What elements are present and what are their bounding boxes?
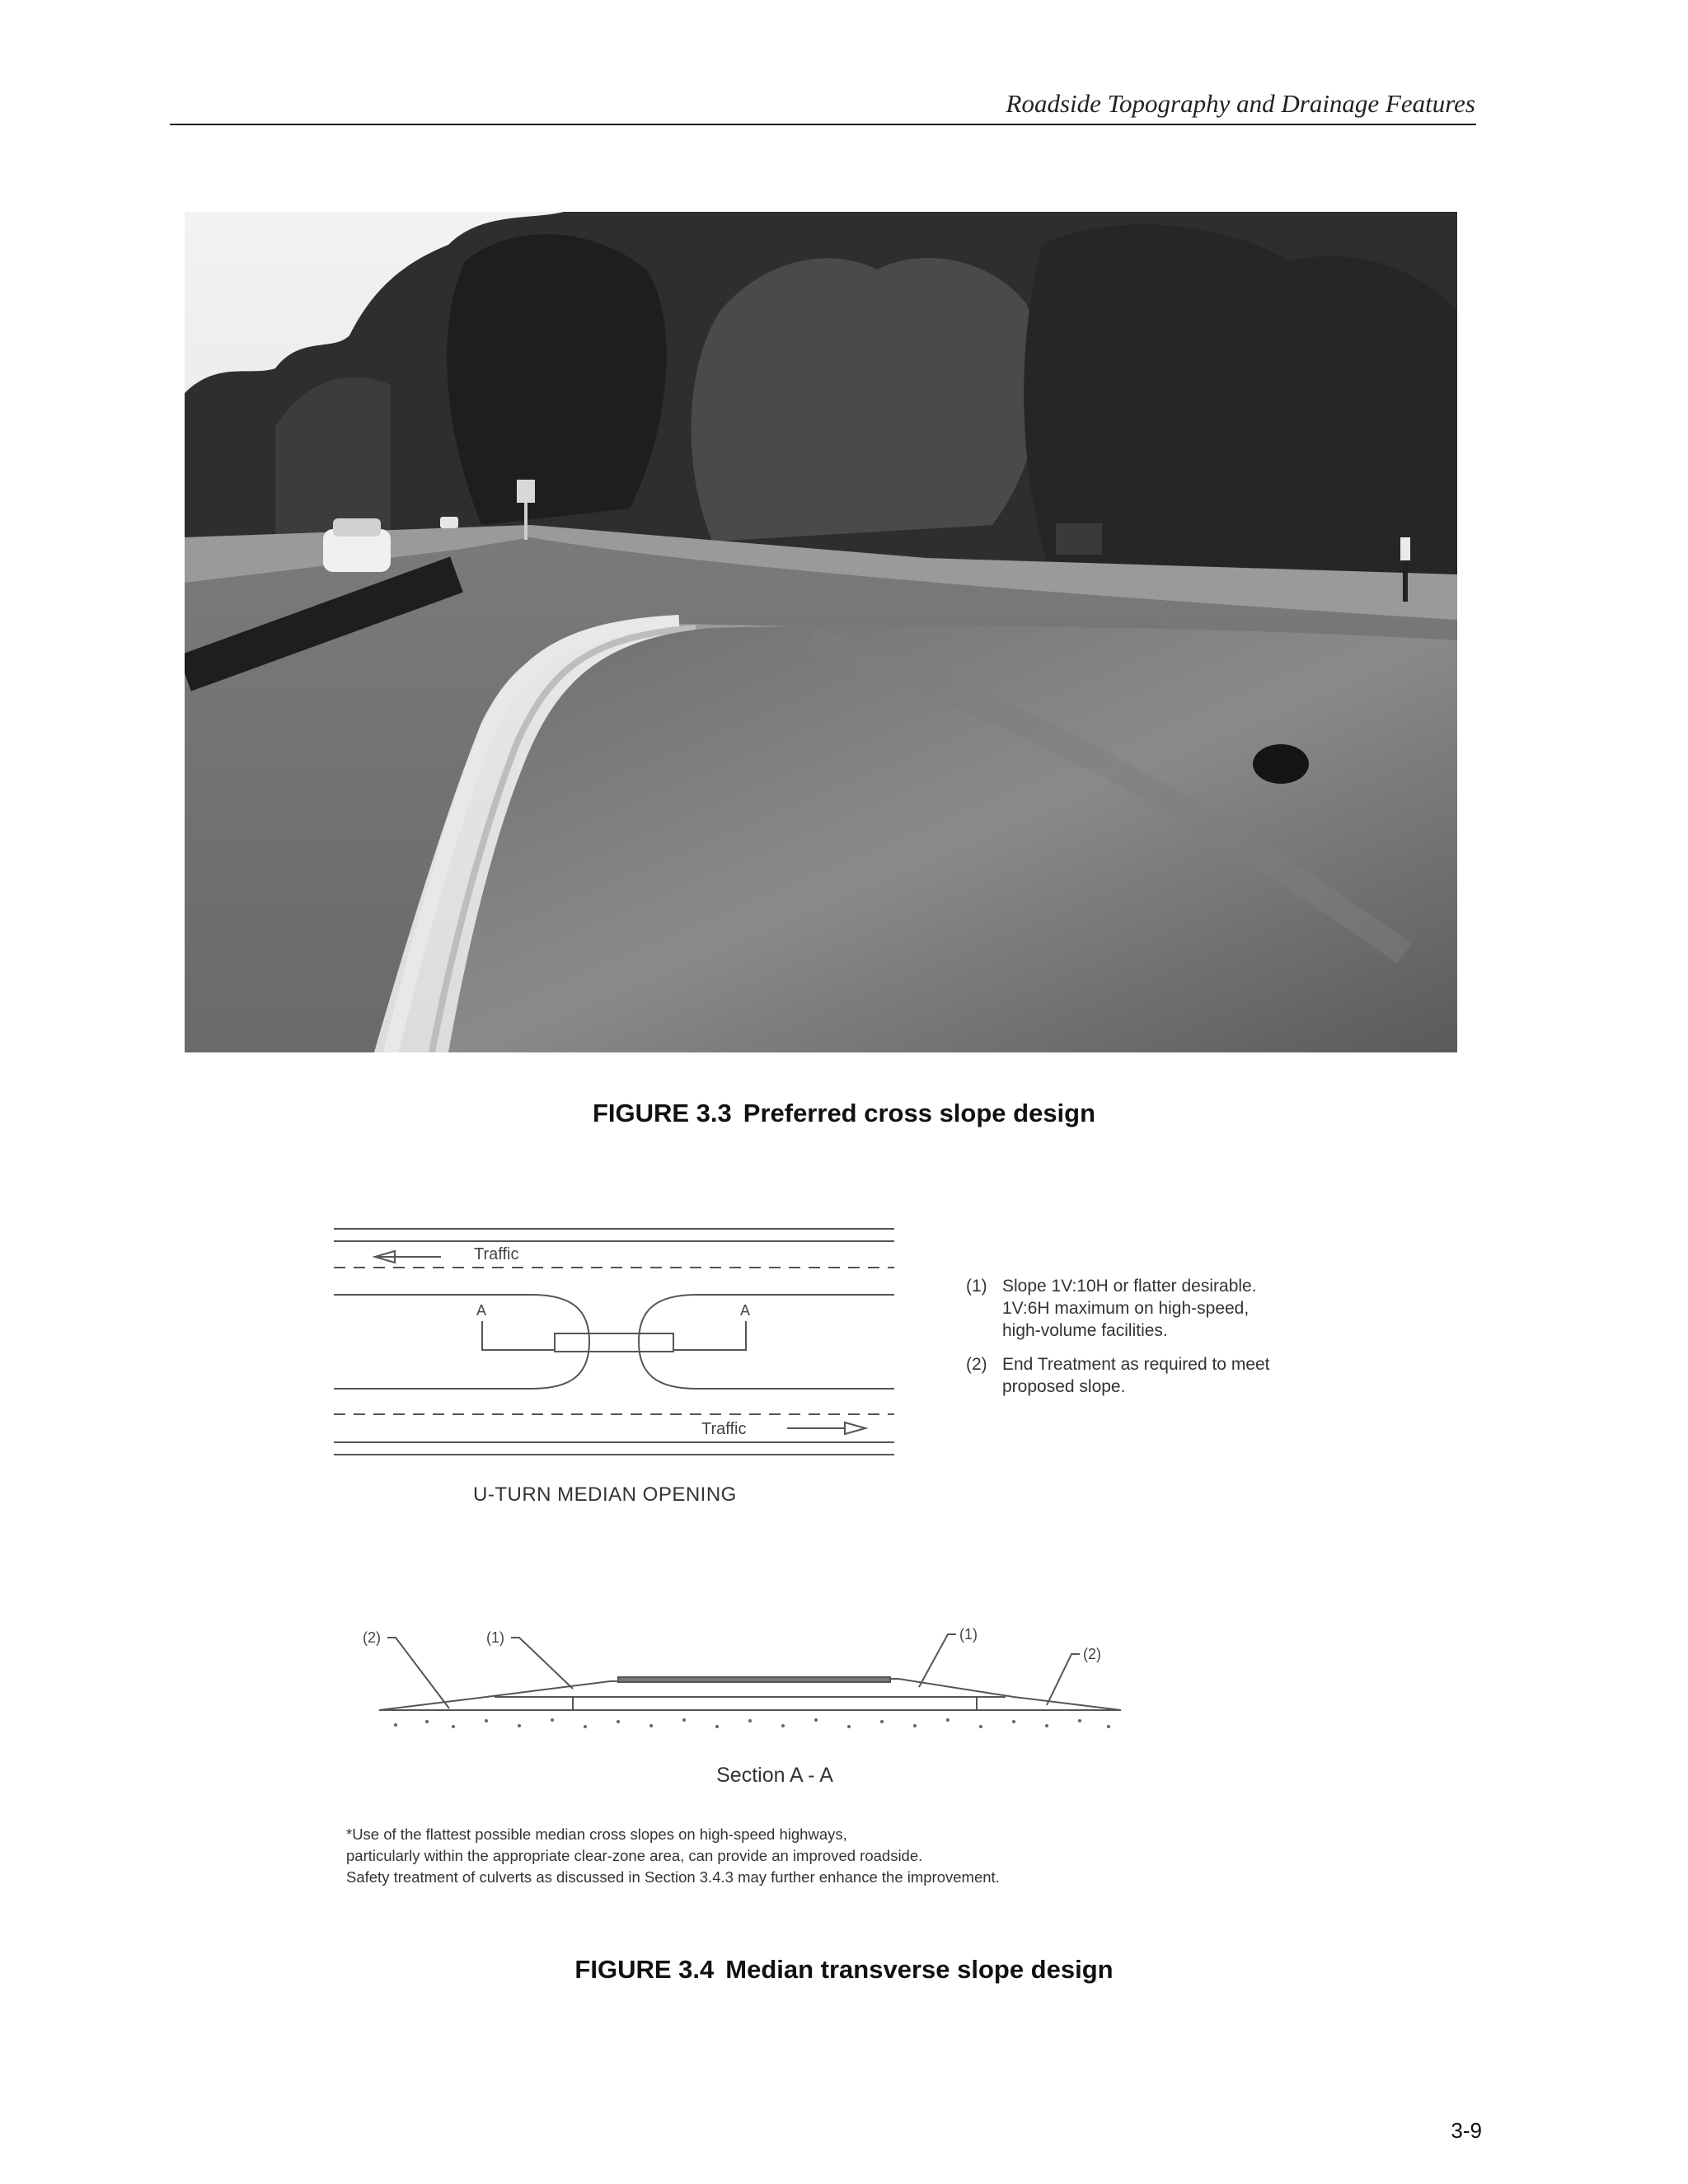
- section-a-a-title: Section A - A: [716, 1764, 833, 1787]
- note-1-line-2: 1V:6H maximum on high-speed,: [1002, 1299, 1250, 1318]
- figure-3-3-caption: [0, 1099, 1688, 1128]
- footnote-line-3: Safety treatment of culverts as discussed in Section 3.4.3 may further enhance the improvement.: [346, 1868, 1000, 1886]
- section-mark-a-right: A: [740, 1302, 751, 1319]
- traffic-label-top: Traffic: [474, 1245, 519, 1263]
- note-2-line-1: End Treatment as required to meet: [1002, 1355, 1270, 1374]
- section-callout-1-left: (1): [486, 1629, 504, 1646]
- section-callout-2-right: (2): [1083, 1646, 1101, 1662]
- note-1-number: (1): [966, 1277, 987, 1296]
- footnote-line-2: particularly within the appropriate clear-zone area, can provide an improved roadside.: [346, 1847, 923, 1864]
- note-1-line-3: high-volume facilities.: [1002, 1321, 1168, 1340]
- traffic-label-bottom: Traffic: [701, 1420, 747, 1438]
- road-photo: [185, 212, 1457, 1052]
- footnote-line-1: *Use of the flattest possible median cross slopes on high-speed highways,: [346, 1825, 847, 1843]
- header-rule: [170, 124, 1476, 125]
- figure-3-3-number: FIGURE 3.3: [592, 1099, 732, 1127]
- running-header: Roadside Topography and Drainage Features: [1006, 89, 1475, 118]
- figure-3-4-caption: [0, 1955, 1688, 1985]
- note-2-text: [1002, 1353, 1329, 1398]
- page-number: 3-9: [1451, 2118, 1482, 2143]
- note-2: [966, 1353, 1329, 1398]
- note-1-line-1: Slope 1V:10H or flatter desirable.: [1002, 1277, 1257, 1296]
- figure-3-4-title: Median transverse slope design: [725, 1955, 1114, 1984]
- u-turn-plan-diagram: [326, 1218, 903, 1515]
- section-mark-a-left: A: [476, 1302, 487, 1319]
- section-callout-2-left: (2): [363, 1629, 381, 1646]
- note-1: [966, 1275, 1329, 1342]
- slope-notes: [966, 1275, 1329, 1409]
- figure-3-3-title: Preferred cross slope design: [743, 1099, 1096, 1127]
- figure-3-4-number: FIGURE 3.4: [574, 1955, 715, 1984]
- section-callout-1-right: (1): [959, 1626, 978, 1643]
- note-1-text: [1002, 1275, 1329, 1342]
- note-2-number: (2): [966, 1355, 987, 1374]
- u-turn-title: U-TURN MEDIAN OPENING: [473, 1483, 737, 1506]
- median-footnote: [346, 1824, 1253, 1888]
- note-2-line-2: proposed slope.: [1002, 1377, 1126, 1396]
- section-a-a-diagram: [363, 1611, 1137, 1743]
